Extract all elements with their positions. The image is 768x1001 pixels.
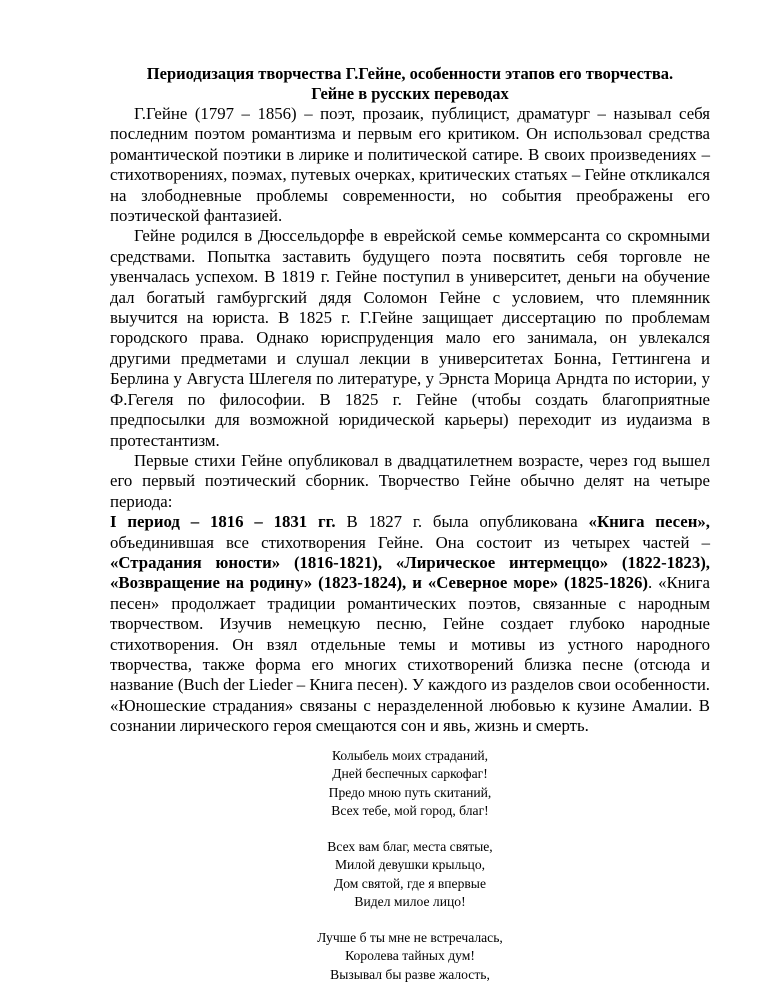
poem-line: Вызывал бы разве жалость, <box>330 966 490 982</box>
poem-line: Королева тайных дум! <box>345 948 475 964</box>
poem-line: Дней беспечных саркофаг! <box>332 766 488 782</box>
poem-line: Всех тебе, мой город, благ! <box>331 803 489 819</box>
document-page <box>110 64 710 1001</box>
title-line-1: Периодизация творчества Г.Гейне, особенности этапов его творчества. <box>146 64 674 83</box>
period-text-2: объединившая все стихотворения Гейне. Она состоит из четырех частей – <box>110 532 710 552</box>
period-label: I период – 1816 – 1831 гг. <box>110 512 336 532</box>
poem-stanza-1 <box>110 747 710 821</box>
poem-line: Лучше б ты мне не встречалась, <box>317 929 503 945</box>
period-text-3: . «Книга песен» продолжает традиции романтических поэтов, связанные с народным творчеством. Изучив немецкую песню, Гейне создает глубоко народные стихотворения. Он взял отдельные темы и мотивы из устного народного творчества, также форма его многих стихотворений близка песне (отсюда и название (Buch der Lieder – Книга песен). У каждого из разделов свои особенности. «Юношеские страдания» связаны с неразделенной любовью к кузине Амалии. В сознании лирического героя смещаются сон и явь, жизнь и смерть. <box>110 573 710 736</box>
book-title: «Книга песен», <box>588 512 710 532</box>
poem-line: Всех вам благ, места святые, <box>327 838 493 854</box>
period-text-1: В 1827 г. была опубликована <box>335 512 589 532</box>
document-title <box>110 64 710 104</box>
paragraph-periods: Первые стихи Гейне опубликовал в двадцатилетнем возрасте, через год вышел его первый поэтический сборник. Творчество Гейне обычно делят на четыре периода: <box>110 450 710 511</box>
title-line-2: Гейне в русских переводах <box>311 84 509 103</box>
paragraph-period-1 <box>110 512 710 736</box>
poem-line: Дом святой, где я впервые <box>334 875 486 891</box>
poem <box>110 747 710 985</box>
poem-stanza-3 <box>110 929 710 985</box>
poem-line: Предо мною путь скитаний, <box>328 784 492 800</box>
poem-stanza-2 <box>110 838 710 912</box>
paragraph-biography: Гейне родился в Дюссельдорфе в еврейской семье коммерсанта со скромными средствами. Попытка заставить будущего поэта посвятить себя торговле не увенчалась успехом. В 1819 г. Гейне поступил в университет, деньги на обучение дал богатый гамбургский дядя Соломон Гейне с условием, что племянник выучится на юриста. В 1825 г. Г.Гейне защищает диссертацию по проблемам городского права. Однако юриспруденция мало его занимала, он увлекался другими предметами и слушал лекции в университетах Бонна, Геттингена и Берлина у Августа Шлегеля по литературе, у Эрнста Морица Арндта по истории, у Ф.Гегеля по философии. В 1825 г. Гейне (чтобы создать благоприятные предпосылки для возможной юридической карьеры) переходит из иудаизма в протестантизм. <box>110 226 710 450</box>
book-parts: «Страдания юности» (1816-1821), «Лирическое интермеццо» (1822-1823), «Возвращение на родину» (1823-1824), и «Северное море» (1825-1826) <box>110 552 710 593</box>
paragraph-intro: Г.Гейне (1797 – 1856) – поэт, прозаик, публицист, драматург – называл себя последним поэтом романтизма и первым его критиком. Он использовал средства романтической поэтики в лирике и политической сатире. В своих произведениях – стихотворениях, поэмах, путевых очерках, критических статьях – Гейне откликался на злободневные проблемы современности, но события преображены его поэтической фантазией. <box>110 104 710 226</box>
poem-line: Видел милое лицо! <box>354 894 466 910</box>
poem-line: Милой девушки крыльцо, <box>334 857 486 873</box>
poem-line: Колыбель моих страданий, <box>331 747 489 763</box>
